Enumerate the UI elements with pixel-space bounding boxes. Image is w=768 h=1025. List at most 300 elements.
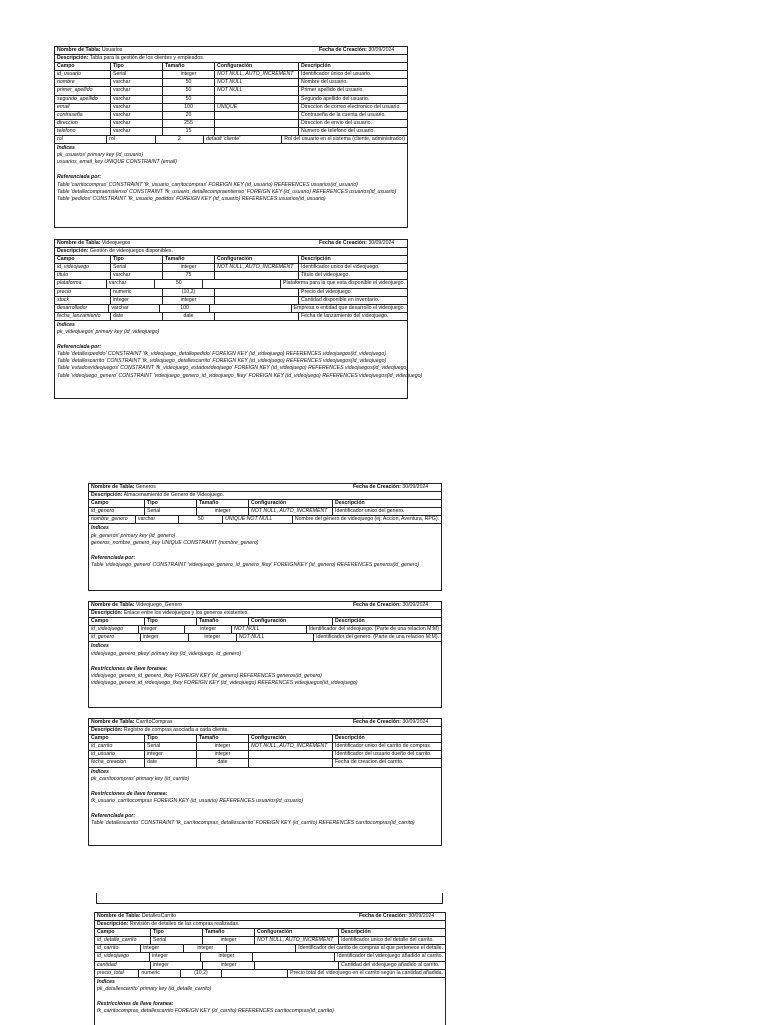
table-row [55,272,407,280]
table-cell: Direccion de envio del usuario. [301,119,372,126]
table-cell [253,953,336,960]
table-cell: NOT NULL, AUTO_INCREMENT [215,71,299,78]
table-cell: Numero de telefono del usuario. [301,127,375,134]
table-row [55,104,407,112]
table-cell: 50 [163,96,215,103]
column-header: Tipo [145,618,197,625]
creation-date-group [351,602,441,609]
table-row [89,743,441,751]
constraint-line: fk_carritocompras_detallescarrito FOREIGN KEY (id_carrito) REFERENCES carritocompras(id_carrito) [97,1008,334,1015]
table-name-label: Nombre de Tabla: [57,240,101,246]
table-cell: Identificador único del usuario. [301,71,372,78]
table-cell: 50 [163,87,215,94]
table-name: Videojuego_Genero [135,602,182,608]
table-cell: date [145,759,197,766]
table-card-generos [88,483,442,591]
table-row [89,751,441,759]
column-header: Tamaño [163,63,215,70]
indices-title: Indices [97,978,115,985]
table-cell: Primer apellido del usuario. [301,87,364,94]
table-row [95,937,445,945]
table-cell: 50 [163,79,215,86]
index-line: pk_carritocompras' primary key (id_carrito) [91,775,190,782]
column-header: Configuración [249,500,333,507]
table-cell: varchar [136,516,180,523]
creation-date: 30/09/2024 [402,484,429,490]
column-header: Tamaño [197,618,249,625]
table-cell: Serial [145,743,197,750]
table-description-row [89,492,441,500]
table-cell: id_genero [89,634,141,641]
table-description-row [55,248,407,256]
table-cell: Precio total del videojuego en el carrito según la cantidad añadida. [290,969,443,976]
spacer [91,783,439,789]
table-cell: Identificador unico del carrito de compras. [335,743,432,750]
creation-date: 30/09/2024 [402,602,429,608]
column-header-row [89,500,441,508]
table-header [89,719,441,727]
constraint-line: Table 'estadosvideojuegos' CONSTRAINT 'fk_videojuego_estadovideojuego' FOREIGN KEY (id_videojuego) REFERENCES videojuegos(id_videojuego) [57,365,409,372]
table-cell: date [163,313,215,320]
table-cell [210,305,291,312]
indices-title: Indices [57,145,75,152]
table-cell: stock [55,297,111,304]
spacer [91,658,439,664]
section-divider-bracket [96,893,443,904]
table-cell: email [55,104,111,111]
column-header: Tamaño [203,929,255,936]
table-cell: integer [151,962,203,969]
table-cell: plataforma [55,280,107,287]
table-cell: id_videojuego [89,626,139,633]
table-name-group [95,913,357,920]
table-cell: varchar [111,79,163,86]
column-header: Descripción [301,256,331,263]
column-header: Descripción [335,618,365,625]
creation-date-group [357,913,445,920]
notes-section-title: Referenciada por: [57,174,102,181]
table-cell: integer [141,634,189,641]
table-cell: segundo_apellido [55,96,111,103]
notes-section-title: Restricciones de llave foranea: [91,790,168,797]
table-cell: integer [189,634,237,641]
table-row [55,264,407,272]
table-cell: integer [150,953,201,960]
table-description-row [95,921,445,929]
table-name-label: Nombre de Tabla: [57,47,101,53]
spacer [57,166,405,172]
column-header: Tamaño [197,500,249,507]
table-cell: integer [163,71,215,78]
table-cell: 20 [163,112,215,119]
table-cell: integer [141,945,184,952]
column-header: Descripción [335,500,365,507]
table-cell: NOT NULL [215,87,299,94]
creation-date-group [317,47,407,54]
table-name: CarritoCompras [135,719,173,725]
table-cell: 50 [155,280,203,287]
table-row [55,128,407,136]
index-line: pk_detallescarrito' primary key (id_detalle_carrito) [97,985,212,992]
constraint-line: fk_usuario_carritocompras FOREIGN KEY (id_usuario) REFERENCES usuarios(id_usuario) [91,797,304,804]
table-description: Gestión de videojuegos disponibles. [89,248,173,255]
table-row [55,96,407,104]
spacer [91,547,439,553]
table-name: Videojuegos [101,240,131,246]
table-cell [249,759,333,766]
table-cell: integer [201,953,252,960]
table-description: Registro de compras asociada a cada cliente. [123,727,229,734]
table-row [55,112,407,120]
column-header: Descripción [301,63,331,70]
column-header-row [55,63,407,71]
table-cell: cantidad [95,962,151,969]
table-cell: Nombre del género de videojuego (ej: Accion, Aventura, RPG). [294,516,440,523]
table-cell: Fecha de lanzamiento del videojuego. [301,312,389,319]
column-header: Descripción [335,735,365,742]
table-name-label: Nombre de Tabla: [91,719,135,725]
spacer [91,805,439,811]
table-cell: Serial [145,508,197,515]
table-cell: id_detalle_carrito [95,937,151,944]
column-header-row [95,929,445,937]
table-name-label: Nombre de Tabla: [91,602,135,608]
table-cell: 100 [160,305,210,312]
table-cell: Empresa o entidad que desarrollo el videojuego. [293,304,406,311]
table-cell: integer [197,508,249,515]
column-header-row [89,618,441,626]
column-header: Configuración [215,256,299,263]
table-row [55,87,407,95]
constraint-line: Table 'carritocompras' CONSTRAINT 'fk_usuario_carritocompras' FOREIGN KEY (id_usuario) REFERENCES usuarios(id_usuario) [57,181,358,188]
table-cell: numeric [111,289,163,296]
table-cell: integer [163,297,215,304]
table-cell: Fecha de creacion del carrito. [335,759,404,766]
table-cell: id_videojuego [95,953,150,960]
constraint-line: Table 'detallecompraenstienso' CONSTRAINT 'fk_usuario_detallecompraentienso' FOREIGN KEY (id_usuario) REFERENCES usuarios(id_usuario) [57,188,397,195]
constraint-line: Table 'videojuego_genero' CONSTRAINT 'videojuego_genero_id_videojuego_fkey' FOREIGN KEY (id_videojuego) REFERENCES videojuegos(id_videojuego) [57,372,423,379]
column-header: Campo [55,256,111,263]
creation-date: 30/09/2024 [408,913,435,919]
table-cell: 15 [163,128,215,135]
constraint-line: Table 'detallescarrito' CONSTRAINT 'fk_videojuego_detallescarrito' FOREIGN KEY (id_videojuego) REFERENCES videojuegos(id_videojuego) [57,358,387,365]
table-cell: fecha_lanzamiento [55,313,111,320]
table-cell: 100 [163,104,215,111]
table-cell: UNIQUE NOT NULL [223,516,293,523]
table-description-row [89,610,441,618]
creation-date: 30/09/2024 [368,47,395,53]
table-cell: rol [107,136,155,143]
creation-date: 30/09/2024 [402,719,429,725]
table-row [55,71,407,79]
constraint-line: Table 'videojuego_genero' CONSTRAINT 'videojuego_genero_id_genero_fkey' FOREIGNKEY (id_genero) REFERENCES generos(id_genero) [91,561,420,568]
index-line: usuarios_email_key UNIQUE CONSTRAINT (email) [57,159,177,166]
description-label: Descripción: [91,610,123,617]
index-line: pk_videojuegos' primary key (id_videojuego) [57,329,160,336]
table-cell: precio [55,289,111,296]
creation-date-label: Fecha de Creación: [359,913,407,919]
table-cell: 50 [179,516,223,523]
column-header-row [55,256,407,264]
indices-title: Indices [91,768,109,775]
column-header: Configuración [255,929,339,936]
notes-section-title: Referenciada por: [57,344,102,351]
table-cell: integer [111,297,163,304]
notes-section-title: Referenciada por: [91,812,136,819]
creation-date-group [351,484,441,491]
table-cell [215,289,299,296]
column-header: Campo [89,735,145,742]
column-header: Tamaño [197,735,249,742]
table-cell [203,280,281,287]
table-row [95,970,445,978]
column-header-row [89,735,441,743]
table-cell: Serial [111,71,163,78]
creation-date-label: Fecha de Creación: [319,240,367,246]
table-cell: varchar [111,87,163,94]
table-cell: integer [184,945,227,952]
table-cell: (10,2) [163,289,215,296]
table-cell: Precio del videojuego. [301,288,353,295]
table-cell: Identificador del genero. (Parte de una relacion M:M). [316,634,439,641]
column-header: Tipo [111,256,163,263]
table-name-group [55,47,317,54]
table-cell: NOT NULL [237,634,314,641]
table-cell: Cantidad del videojuego añadido al carrito. [341,961,440,968]
table-cell: Identificador unico del genero. [335,508,405,515]
table-cell [215,313,299,320]
table-row [55,120,407,128]
column-header: Tipo [151,929,203,936]
table-cell: varchar [107,280,155,287]
table-cell: UNIQUE [215,104,299,111]
table-name-label: Nombre de Tabla: [91,484,135,490]
table-cell [222,970,288,977]
table-row [55,289,407,297]
constraint-line: Table 'pedidos' CONSTRAINT 'fk_usuario_pedidos' FOREIGN KEY (id_usuario) REFERENCES usuarios(id_usuario) [57,195,326,202]
table-cell: titulo [55,272,111,279]
table-row [89,626,441,634]
description-label: Descripción: [57,55,89,62]
table-cell: nombre_genero [89,516,136,523]
table-cell: id_carrito [89,743,145,750]
table-notes [89,768,441,829]
table-cell: NOT NULL [215,79,299,86]
table-cell: integer [203,962,255,969]
table-name: DetallesCarrito [141,913,177,919]
table-cell: Titulo del videojuego. [301,272,350,279]
table-cell [215,297,299,304]
table-cell: Serial [151,937,203,944]
description-label: Descripción: [97,921,129,928]
table-cell: Direccion de correo electronico del usuario. [301,103,401,110]
creation-date-label: Fecha de Creación: [319,47,367,53]
table-description-row [55,55,407,63]
table-cell: Identificador del videojuego. (Parte de una relacion M:M) [308,626,439,633]
table-cell: Serial [111,264,163,271]
table-cell: fecha_creacion [89,759,145,766]
creation-date-group [317,240,407,247]
table-name-group [55,240,317,247]
table-cell: integer [163,264,215,271]
table-cell: contraseña [55,112,111,119]
table-cell: varchar [109,305,159,312]
table-cell: date [111,313,163,320]
table-cell: Identificador del videojuego añadido al carrito. [337,953,443,960]
table-cell: 255 [163,120,215,127]
table-card-usuarios [54,46,408,228]
table-cell: id_genero [89,508,145,515]
table-cell: 75 [163,272,215,279]
table-cell: default 'cliente' [204,136,282,143]
column-header: Campo [95,929,151,936]
table-cell: Identificador del carrito de compras al que pertenece el detalle. [298,945,444,952]
table-cell: direccion [55,120,111,127]
table-description: Enlace entre los videojuegos y los generos existentes. [123,610,249,617]
index-line: pk_generos' primary key (id_genero) [91,532,176,539]
table-row [55,79,407,87]
table-cell: (10,2) [181,970,222,977]
table-row [55,297,407,305]
table-notes [95,978,445,1016]
notes-section-title: Referenciada por: [91,554,136,561]
table-card-detallescarrito [94,912,446,1025]
indices-title: Indices [91,643,109,650]
column-header: Campo [55,63,111,70]
table-notes [89,642,441,687]
notes-section-title: Restricciones de llave foranea: [91,665,168,672]
description-label: Descripción: [57,248,89,255]
table-row [95,953,445,961]
table-card-videojuegos [54,239,423,399]
table-cell: integer [185,626,231,633]
table-cell [215,112,299,119]
table-cell: telefono [55,128,111,135]
table-cell: id_usuario [89,751,145,758]
creation-date-label: Fecha de Creación: [353,484,401,490]
table-cell: Identificador unico del detalle del carrito. [341,937,434,944]
constraint-line: videojuego_genero_id_videojuego_fkey FOREIGN KEY (id_videojuego) REFERENCES videojuegos(id_videojuego) [91,679,358,686]
table-cell: Cantidad disponible en inventario. [301,296,380,303]
table-cell [215,128,299,135]
table-cell: id_carrito [95,945,141,952]
table-card-carritocompras [88,718,442,846]
table-cell: varchar [111,272,163,279]
table-row [95,962,445,970]
table-cell: precio_total [95,970,139,977]
table-cell: Identificador del usuario dueño del carrito. [335,751,432,758]
table-header [89,602,441,610]
index-line: pk_usuarios' primary key (id_usuario) [57,152,144,159]
creation-date-group [351,719,441,726]
table-cell [215,120,299,127]
table-cell: id_videojuego [55,264,111,271]
creation-date-label: Fecha de Creación: [353,602,401,608]
table-cell: integer [203,937,255,944]
table-cell: Segundo apellido del usuario. [301,95,370,102]
table-cell: integer [197,751,249,758]
column-header: Tamaño [163,256,215,263]
constraint-line: Table 'detallescarrito' CONSTRAINT 'fk_carritocompras_detallescarrito' FOREIGN KEY (id_carrito) REFERENCES carritocompras(id_carrito) [91,820,415,827]
constraint-line: Table 'detallespedido' CONSTRAINT 'fk_videojuego_detallepedido' FOREIGN KEY (id_videojuego) REFERENCES videojuegos(id_videojuego) [57,351,386,358]
table-cell: varchar [111,96,163,103]
column-header: Configuración [249,735,333,742]
table-cell: rol [55,136,107,143]
table-cell [255,962,339,969]
table-cell: NOT NULL, AUTO_INCREMENT [249,508,333,515]
table-cell: desarrollador [55,305,109,312]
table-row [89,508,441,516]
table-cell: Plataforma para la que esta disponible el videojuego. [283,280,405,287]
table-header [55,240,407,248]
table-row [55,305,407,313]
table-cell [215,272,299,279]
table-cell [215,96,299,103]
table-cell: NOT NULL, AUTO_INCREMENT [215,264,299,271]
table-cell [227,945,296,952]
indices-title: Indices [57,321,75,328]
table-cell: primer_apellido [55,87,111,94]
table-name-group [89,719,351,726]
table-notes [89,524,441,569]
column-header: Tipo [111,63,163,70]
table-notes [55,144,407,204]
table-cell: numeric [139,970,180,977]
table-cell: nombre [55,79,111,86]
column-header: Configuración [215,63,299,70]
table-card-videojuego-genero [88,601,442,708]
table-cell: 2 [156,136,204,143]
column-header: Configuración [249,618,333,625]
table-row [89,634,441,642]
table-notes [55,321,423,381]
table-cell [249,751,333,758]
table-cell: Contraseña de la cuenta del usuario. [301,111,386,118]
spacer [97,993,443,999]
spacer [57,336,405,342]
creation-date-label: Fecha de Creación: [353,719,401,725]
table-cell: varchar [111,120,163,127]
table-cell: integer [145,751,197,758]
description-label: Descripción: [91,492,123,499]
table-cell: NOT NULL [232,626,307,633]
table-row [89,759,441,767]
table-cell: Nombre del usuario. [301,79,348,86]
constraint-line: videojuego_genero_id_genero_fkey FOREIGN KEY (id_genero) REFERENCES generos(id_genero) [91,672,322,679]
description-label: Descripción: [91,727,123,734]
index-line: generos_nombre_genero_key UNIQUE CONSTRAINT (nombre_genero) [91,539,259,546]
table-row [55,280,407,288]
table-description: Tabla para la gestión de los clientes y empleados. [89,55,205,62]
table-name: Usuarios [101,47,123,53]
table-row [55,313,407,321]
table-cell: date [197,759,249,766]
table-header [55,47,407,55]
column-header: Tipo [145,735,197,742]
column-header: Campo [89,618,145,625]
table-header [95,913,445,921]
table-description-row [89,727,441,735]
column-header: Descripción [341,929,371,936]
table-row [95,945,445,953]
table-cell: integer [139,626,185,633]
column-header: Campo [89,500,145,507]
table-cell: NOT NULL, AUTO_INCREMENT [249,743,333,750]
index-line: videojuego_genero_pkey' primary key (id_videojuego, id_genero) [91,650,242,657]
table-name-group [89,484,351,491]
creation-date: 30/09/2024 [368,240,395,246]
column-header: Tipo [145,500,197,507]
